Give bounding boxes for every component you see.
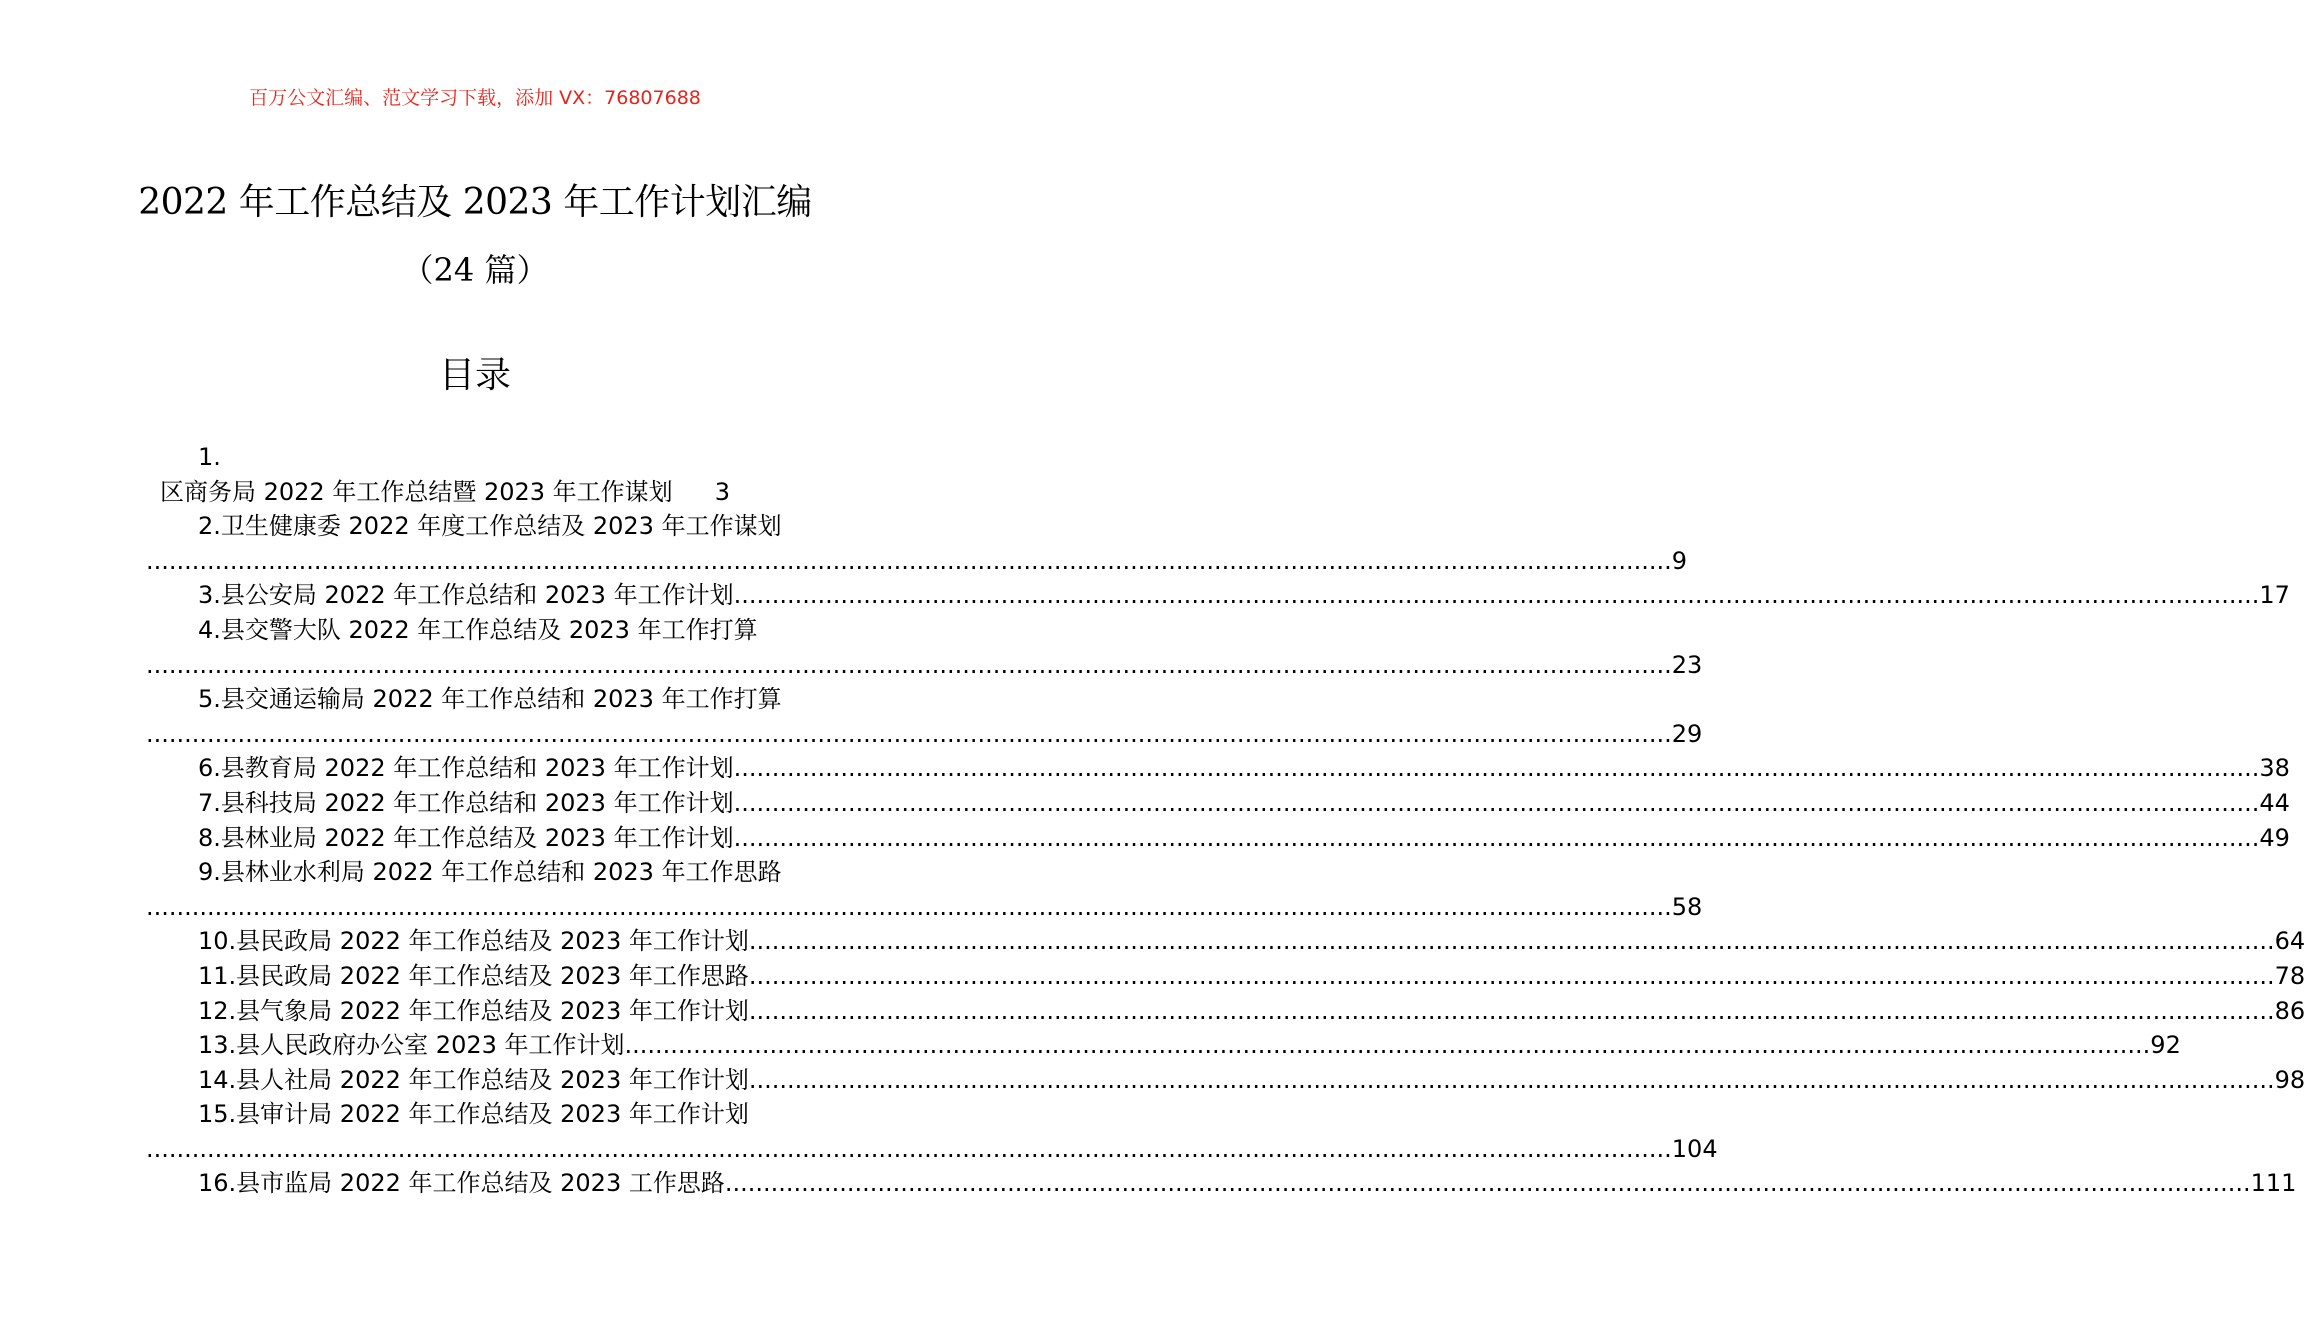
table-of-contents (146, 440, 2305, 1201)
toc-entry-number: 1. (198, 443, 221, 471)
document-subtitle: （24 篇） (401, 251, 549, 289)
toc-leader-dots: ........................................................................................................................................................................................................ (748, 1065, 2275, 1094)
toc-entry-title: 2.卫生健康委 2022 年度工作总结及 2023 年工作谋划 (198, 512, 782, 541)
toc-entry-8[interactable] (146, 821, 2290, 856)
toc-entry-title: 7.县科技局 2022 年工作总结和 2023 年工作计划 (198, 788, 734, 817)
toc-entry-4[interactable] (146, 613, 806, 648)
toc-entry-11[interactable] (146, 959, 2305, 994)
toc-entry-title: 12.县气象局 2022 年工作总结及 2023 年工作计划 (198, 996, 749, 1025)
toc-entry-page: 9 (1671, 546, 1688, 575)
toc-leader-dots: ........................................................................................................................................................................................................ (146, 892, 1672, 921)
toc-entry-9[interactable] (146, 855, 806, 890)
toc-entry-5-page-line (146, 717, 1703, 752)
toc-entry-title: 8.县林业局 2022 年工作总结及 2023 年工作计划 (198, 823, 734, 852)
toc-leader-dots: ........................................................................................................................................................................................................ (724, 1169, 2251, 1198)
toc-entry-16[interactable] (146, 1166, 2297, 1201)
toc-entry-page: 86 (2274, 996, 2305, 1025)
toc-entry-10[interactable] (146, 924, 2305, 959)
toc-entry-title: 4.县交警大队 2022 年工作总结及 2023 年工作打算 (198, 615, 758, 644)
promo-banner: 百万公文汇编、范文学习下载，添加 VX：76807688 (249, 87, 701, 109)
toc-entry-page: 23 (1671, 650, 1703, 679)
toc-entry-2[interactable] (146, 509, 806, 544)
toc-leader-dots: ........................................................................................................................................................................................................ (733, 823, 2260, 852)
toc-leader-dots: ........................................................................................................................................................................................................ (748, 927, 2275, 956)
toc-leader-dots: ........................................................................................................................................................................................................ (624, 1031, 2151, 1060)
toc-entry-1[interactable] (146, 475, 806, 510)
toc-entry-title: 9.县林业水利局 2022 年工作总结和 2023 年工作思路 (198, 858, 782, 887)
toc-leader-dots: ........................................................................................................................................................................................................ (748, 996, 2275, 1025)
toc-entry-title: 5.县交通运输局 2022 年工作总结和 2023 年工作打算 (198, 685, 782, 714)
toc-leader-dots: ........................................................................................................................................................................................................ (146, 719, 1672, 748)
toc-leader-dots: ........................................................................................................................................................................................................ (146, 650, 1672, 679)
toc-heading: 目录 (438, 355, 511, 396)
toc-entry-15-page-line (146, 1132, 1718, 1167)
toc-entry-page: 49 (2259, 823, 2290, 852)
toc-entry-page: 44 (2259, 788, 2290, 817)
toc-entry-title: 16.县市监局 2022 年工作总结及 2023 工作思路 (198, 1169, 725, 1198)
toc-entry-title: 13.县人民政府办公室 2023 年工作计划 (198, 1031, 625, 1060)
toc-leader-dots: ........................................................................................................................................................................................................ (733, 581, 2260, 610)
toc-entry-7[interactable] (146, 786, 2290, 821)
toc-leader-dots: ........................................................................................................................................................................................................ (146, 1134, 1672, 1163)
toc-entry-page: 98 (2274, 1065, 2305, 1094)
toc-entry-page: 17 (2259, 581, 2290, 610)
toc-entry-title: 10.县民政局 2022 年工作总结及 2023 年工作计划 (198, 927, 749, 956)
toc-entry-page: 111 (2250, 1169, 2297, 1198)
toc-entry-12[interactable] (146, 994, 2305, 1029)
toc-entry-title: 3.县公安局 2022 年工作总结和 2023 年工作计划 (198, 581, 734, 610)
toc-entry-title: 15.县审计局 2022 年工作总结及 2023 年工作计划 (198, 1100, 749, 1129)
toc-entry-page: 58 (1671, 892, 1703, 921)
toc-entry-1-number-line (146, 440, 806, 475)
toc-leader-dots: ........................................................................................................................................................................................................ (733, 754, 2260, 783)
toc-entry-page: 29 (1671, 719, 1703, 748)
toc-entry-title: 11.县民政局 2022 年工作总结及 2023 年工作思路 (198, 961, 749, 990)
toc-entry-13[interactable] (146, 1028, 2181, 1063)
toc-leader-dots: ........................................................................................................................................................................................................ (733, 788, 2260, 817)
toc-entry-9-page-line (146, 890, 1703, 925)
toc-entry-3[interactable] (146, 578, 2290, 613)
toc-entry-page: 104 (1671, 1134, 1718, 1163)
toc-entry-page: 38 (2259, 754, 2290, 783)
toc-leader-dots: ........................................................................................................................................................................................................ (146, 546, 1672, 575)
toc-entry-page: 3 (714, 477, 730, 506)
toc-entry-14[interactable] (146, 1063, 2305, 1098)
toc-entry-5[interactable] (146, 682, 806, 717)
document-title: 2022 年工作总结及 2023 年工作计划汇编 (138, 182, 812, 223)
toc-entry-title: 6.县教育局 2022 年工作总结和 2023 年工作计划 (198, 754, 734, 783)
toc-entry-page: 92 (2150, 1031, 2181, 1060)
toc-entry-page: 78 (2274, 961, 2305, 990)
toc-entry-15[interactable] (146, 1097, 806, 1132)
toc-entry-title: 14.县人社局 2022 年工作总结及 2023 年工作计划 (198, 1065, 749, 1094)
toc-entry-page: 64 (2274, 927, 2305, 956)
toc-entry-title: 区商务局 2022 年工作总结暨 2023 年工作谋划 (160, 477, 673, 506)
toc-entry-2-page-line (146, 544, 1688, 579)
toc-leader-dots: ........................................................................................................................................................................................................ (748, 961, 2275, 990)
toc-entry-4-page-line (146, 648, 1703, 683)
toc-entry-6[interactable] (146, 751, 2290, 786)
